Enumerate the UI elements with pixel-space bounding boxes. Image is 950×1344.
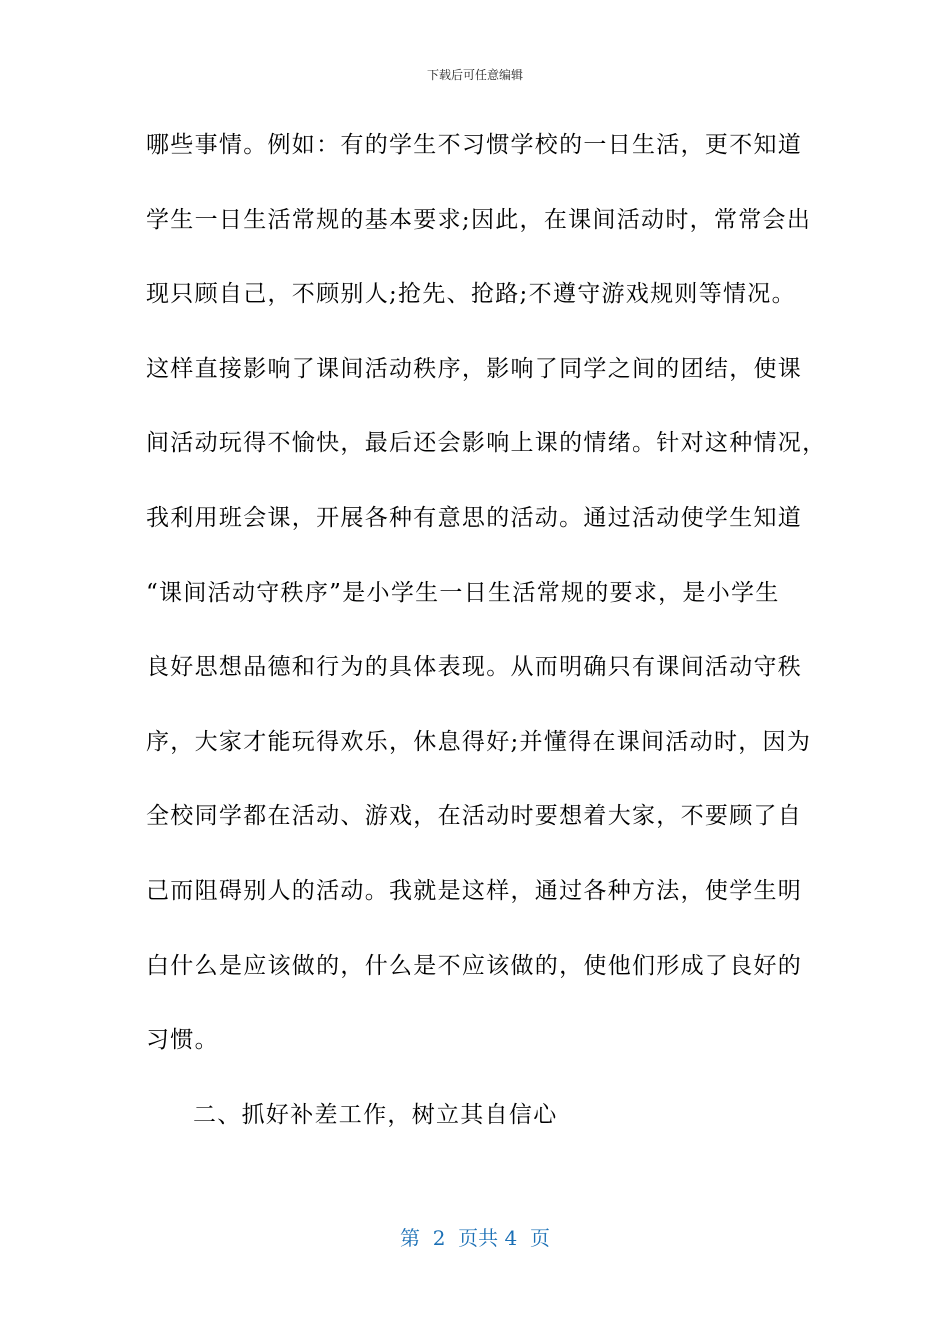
- paragraph-line: 全校同学都在活动、游戏，在活动时要想着大家，不要顾了自: [146, 803, 803, 830]
- paragraph-line: 间活动玩得不愉快，最后还会影响上课的情绪。针对这种情况，: [146, 430, 827, 457]
- paragraph-line: 现只顾自己，不顾别人;抢先、抢路;不遵守游戏规则等情况。: [146, 281, 796, 308]
- paragraph-line: 良好思想品德和行为的具体表现。从而明确只有课间活动守秩: [146, 654, 803, 681]
- paragraph-line: 己而阻碍别人的活动。我就是这样，通过各种方法，使学生明: [146, 877, 803, 904]
- paragraph-line: 学生一日生活常规的基本要求;因此，在课间活动时，常常会出: [146, 206, 812, 233]
- paragraph-line: “课间活动守秩序”是小学生一日生活常规的要求，是小学生: [146, 579, 780, 606]
- paragraph-line: 序，大家才能玩得欢乐，休息得好;并懂得在课间活动时，因为: [146, 728, 812, 755]
- paragraph-line: 我利用班会课，开展各种有意思的活动。通过活动使学生知道: [146, 504, 803, 531]
- paragraph-line: 这样直接影响了课间活动秩序，影响了同学之间的团结，使课: [146, 355, 803, 382]
- header-note: 下载后可任意编辑: [426, 68, 523, 82]
- paragraph-line: 白什么是应该做的，什么是不应该做的，使他们形成了良好的: [146, 952, 803, 979]
- paragraph-line: 哪些事情。例如：有的学生不习惯学校的一日生活，更不知道: [146, 132, 803, 158]
- page-number-footer: 第 2 页共 4 页: [400, 1226, 550, 1250]
- paragraph-line: 习惯。: [146, 1027, 219, 1054]
- document-body: [146, 127, 827, 1097]
- section-heading: 二、抓好补差工作，树立其自信心: [193, 1102, 558, 1128]
